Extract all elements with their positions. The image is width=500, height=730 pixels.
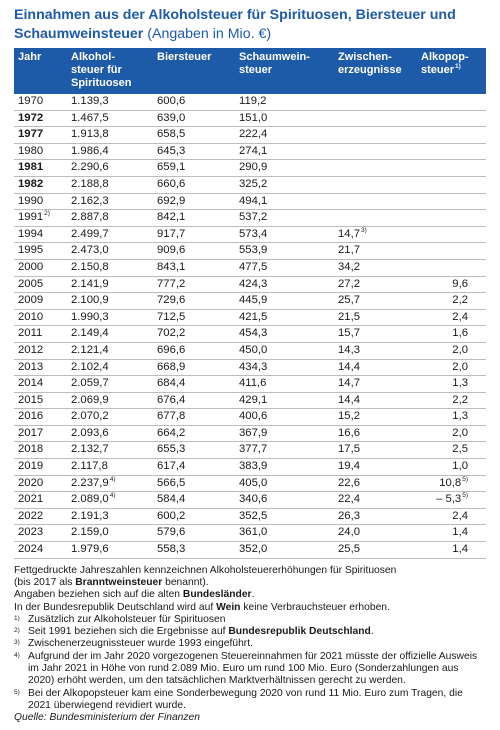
cell-year: 2015 (14, 392, 67, 409)
cell-spirits-tax: 1.979,6 (67, 542, 153, 559)
cell-sparkling-wine-tax: 151,0 (235, 110, 334, 127)
cell-intermediate-products: 15,2 (334, 409, 417, 426)
cell-year: 1990 (14, 193, 67, 210)
table-row (14, 210, 486, 227)
cell-beer-tax: 566,5 (153, 475, 235, 492)
cell-intermediate-products: 21,5 (334, 309, 417, 326)
footnote-4: 4) Aufgrund der im Jahr 2020 vorgezogenen Steuereinnahmen für 2021 müsste der offizielle Ausweis im Jahr 2021 in Höhe von rund 2.089 Mio. Euro um rund 100 Mio. Euro (Sonderzahlungen aus 2020) erhöht werden, um den tatsächlichen Marktverhältnissen gerecht zu werden. (14, 650, 478, 687)
cell-alcopop-tax: 1,3 (417, 376, 486, 393)
cell-beer-tax: 676,4 (153, 392, 235, 409)
cell-beer-tax: 639,0 (153, 110, 235, 127)
cell-beer-tax: 660,6 (153, 176, 235, 193)
cell-spirits-tax: 2.473,0 (67, 243, 153, 260)
header-alcopop-tax (417, 48, 486, 94)
cell-year: 2012 (14, 342, 67, 359)
footnote-marker: 1) (455, 63, 461, 71)
cell-intermediate-products: 34,2 (334, 259, 417, 276)
footnote-marker: 4) (109, 475, 116, 483)
cell-spirits-tax: 2.237,9$^{4)}$ (67, 475, 153, 492)
table-row (14, 492, 486, 509)
cell-year: 1970 (14, 94, 67, 110)
cell-beer-tax: 664,2 (153, 425, 235, 442)
footnote-marker: 4) (109, 492, 116, 500)
cell-beer-tax: 843,1 (153, 259, 235, 276)
cell-intermediate-products: 27,2 (334, 276, 417, 293)
header-intermediate-products (334, 48, 417, 94)
cell-year: 1982 (14, 176, 67, 193)
cell-year: 2000 (14, 259, 67, 276)
table-row (14, 442, 486, 459)
cell-year: 1994 (14, 226, 67, 243)
cell-intermediate-products (334, 110, 417, 127)
note-bold-years: Fettgedruckte Jahreszahlen kennzeichnen Alkoholsteuererhöhungen für Spirituosen (bis 2017 als Branntweinsteuer benannt). (14, 564, 397, 588)
table-row (14, 525, 486, 542)
cell-beer-tax: 729,6 (153, 293, 235, 310)
cell-spirits-tax: 2.102,4 (67, 359, 153, 376)
cell-spirits-tax: 1.986,4 (67, 143, 153, 160)
cell-beer-tax: 677,8 (153, 409, 235, 426)
cell-alcopop-tax: 2,4 (417, 508, 486, 525)
cell-beer-tax: 658,5 (153, 127, 235, 144)
cell-sparkling-wine-tax: 325,2 (235, 176, 334, 193)
cell-spirits-tax: 2.069,9 (67, 392, 153, 409)
cell-intermediate-products: 19,4 (334, 459, 417, 476)
cell-spirits-tax: 2.887,8 (67, 210, 153, 227)
cell-intermediate-products: 14,3 (334, 342, 417, 359)
cell-spirits-tax: 2.499,7 (67, 226, 153, 243)
cell-alcopop-tax (417, 176, 486, 193)
cell-spirits-tax: 2.191,3 (67, 508, 153, 525)
table-row (14, 193, 486, 210)
header-text: steuer (421, 64, 455, 76)
footnote-marker: 5) (462, 475, 468, 483)
cell-alcopop-tax: 2,4 (417, 309, 486, 326)
header-sparkling-wine-tax (235, 48, 334, 94)
footnote-marker: 5) (462, 492, 468, 500)
cell-sparkling-wine-tax: 445,9 (235, 293, 334, 310)
table-row (14, 542, 486, 559)
cell-alcopop-tax: 1,4 (417, 525, 486, 542)
cell-sparkling-wine-tax: 222,4 (235, 127, 334, 144)
header-text: Spirituosen (71, 77, 132, 89)
cell-year: 2018 (14, 442, 67, 459)
cell-sparkling-wine-tax: 290,9 (235, 160, 334, 177)
table-row (14, 94, 486, 110)
table-row (14, 326, 486, 343)
table-header-row (14, 48, 486, 94)
cell-alcopop-tax (417, 143, 486, 160)
cell-alcopop-tax: 1,0 (417, 459, 486, 476)
cell-beer-tax: 842,1 (153, 210, 235, 227)
cell-spirits-tax: 2.150,8 (67, 259, 153, 276)
cell-year: 2023 (14, 525, 67, 542)
cell-beer-tax: 645,3 (153, 143, 235, 160)
cell-beer-tax: 702,2 (153, 326, 235, 343)
cell-spirits-tax: 1.990,3 (67, 309, 153, 326)
cell-beer-tax: 712,5 (153, 309, 235, 326)
cell-year: 2017 (14, 425, 67, 442)
cell-alcopop-tax: 2,0 (417, 359, 486, 376)
cell-sparkling-wine-tax: 352,5 (235, 508, 334, 525)
cell-spirits-tax: 2.089,0$^{4)}$ (67, 492, 153, 509)
source-line: Quelle: Bundesministerium der Finanzen (14, 712, 201, 724)
cell-spirits-tax: 2.117,8 (67, 459, 153, 476)
cell-sparkling-wine-tax: 274,1 (235, 143, 334, 160)
cell-intermediate-products: 25,7 (334, 293, 417, 310)
cell-intermediate-products: 14,4 (334, 359, 417, 376)
cell-year: 2009 (14, 293, 67, 310)
cell-alcopop-tax: 2,2 (417, 392, 486, 409)
cell-year: 2014 (14, 376, 67, 393)
cell-sparkling-wine-tax: 383,9 (235, 459, 334, 476)
cell-intermediate-products: 15,7 (334, 326, 417, 343)
cell-beer-tax: 659,1 (153, 160, 235, 177)
cell-spirits-tax: 2.070,2 (67, 409, 153, 426)
title-main: Einnahmen aus der Alkoholsteuer für Spirituosen, Biersteuer und Schaumweinsteuer (14, 7, 456, 42)
cell-sparkling-wine-tax: 119,2 (235, 94, 334, 110)
cell-alcopop-tax (417, 259, 486, 276)
cell-sparkling-wine-tax: 553,9 (235, 243, 334, 260)
tax-revenue-table (14, 48, 486, 559)
table-row (14, 127, 486, 144)
cell-sparkling-wine-tax: 367,9 (235, 425, 334, 442)
cell-intermediate-products (334, 176, 417, 193)
table-body (14, 94, 486, 558)
cell-alcopop-tax: 1,6 (417, 326, 486, 343)
cell-intermediate-products (334, 94, 417, 110)
cell-beer-tax: 655,3 (153, 442, 235, 459)
note-old-states: Angaben beziehen sich auf die alten Bundesländer. (14, 589, 255, 601)
cell-intermediate-products (334, 143, 417, 160)
cell-sparkling-wine-tax: 450,0 (235, 342, 334, 359)
cell-sparkling-wine-tax: 340,6 (235, 492, 334, 509)
table-row (14, 110, 486, 127)
cell-year: 2019 (14, 459, 67, 476)
cell-sparkling-wine-tax: 424,3 (235, 276, 334, 293)
cell-intermediate-products: 17,5 (334, 442, 417, 459)
header-text: Zwischen- (338, 51, 392, 63)
cell-alcopop-tax (417, 127, 486, 144)
cell-beer-tax: 917,7 (153, 226, 235, 243)
table-row (14, 243, 486, 260)
table-row (14, 342, 486, 359)
header-text: Biersteuer (157, 51, 212, 63)
cell-year: 1981 (14, 160, 67, 177)
cell-spirits-tax: 2.121,4 (67, 342, 153, 359)
cell-sparkling-wine-tax: 421,5 (235, 309, 334, 326)
cell-alcopop-tax (417, 226, 486, 243)
header-text: Jahr (18, 51, 42, 63)
header-text: Alkohol- (71, 51, 115, 63)
cell-sparkling-wine-tax: 434,3 (235, 359, 334, 376)
cell-alcopop-tax (417, 193, 486, 210)
cell-sparkling-wine-tax: 411,6 (235, 376, 334, 393)
cell-intermediate-products (334, 127, 417, 144)
notes-section (14, 565, 486, 725)
cell-year: 1995 (14, 243, 67, 260)
cell-beer-tax: 777,2 (153, 276, 235, 293)
cell-intermediate-products: 14,4 (334, 392, 417, 409)
footnote-5: 5) Bei der Alkopopsteuer kam eine Sonderbewegung 2020 von rund 11 Mio. Euro zum Tragen, die 2021 überwiegend revidiert wurde. (14, 687, 463, 711)
cell-alcopop-tax: 9,6 (417, 276, 486, 293)
cell-intermediate-products: 24,0 (334, 525, 417, 542)
cell-alcopop-tax (417, 160, 486, 177)
cell-alcopop-tax: 1,4 (417, 542, 486, 559)
cell-intermediate-products (334, 210, 417, 227)
table-row (14, 376, 486, 393)
header-text: steuer für (71, 64, 122, 76)
cell-year: 2022 (14, 508, 67, 525)
table-row (14, 392, 486, 409)
cell-spirits-tax: 2.159,0 (67, 525, 153, 542)
page-title (14, 0, 486, 44)
cell-spirits-tax: 1.467,5 (67, 110, 153, 127)
header-text: steuer (239, 64, 273, 76)
cell-spirits-tax: 2.132,7 (67, 442, 153, 459)
cell-sparkling-wine-tax: 361,0 (235, 525, 334, 542)
table-row (14, 276, 486, 293)
cell-beer-tax: 684,4 (153, 376, 235, 393)
table-row (14, 459, 486, 476)
cell-beer-tax: 558,3 (153, 542, 235, 559)
cell-alcopop-tax: 1,3 (417, 409, 486, 426)
cell-sparkling-wine-tax: 573,4 (235, 226, 334, 243)
cell-year: 2016 (14, 409, 67, 426)
cell-beer-tax: 696,6 (153, 342, 235, 359)
cell-beer-tax: 617,4 (153, 459, 235, 476)
cell-intermediate-products: 16,6 (334, 425, 417, 442)
cell-year: 2011 (14, 326, 67, 343)
header-text: erzeugnisse (338, 64, 402, 76)
cell-beer-tax: 584,4 (153, 492, 235, 509)
cell-year: 1991$^{2)}$ (14, 210, 67, 227)
table-row (14, 160, 486, 177)
cell-year: 2013 (14, 359, 67, 376)
cell-spirits-tax: 2.093,6 (67, 425, 153, 442)
table-row (14, 143, 486, 160)
table-row (14, 475, 486, 492)
cell-beer-tax: 909,6 (153, 243, 235, 260)
table-row (14, 259, 486, 276)
cell-year: 2020 (14, 475, 67, 492)
cell-alcopop-tax (417, 243, 486, 260)
cell-beer-tax: 692,9 (153, 193, 235, 210)
footnote-marker: 2) (44, 210, 50, 218)
cell-spirits-tax: 1.139,3 (67, 94, 153, 110)
footnote-2: 2) Seit 1991 beziehen sich die Ergebnisse auf Bundesrepublik Deutschland. (14, 626, 374, 638)
cell-alcopop-tax (417, 110, 486, 127)
note-wine: In der Bundesrepublik Deutschland wird auf Wein keine Verbrauchsteuer erhoben. (14, 601, 390, 613)
table-row (14, 293, 486, 310)
cell-alcopop-tax: – 5,3$^{5)}$ (417, 492, 486, 509)
cell-sparkling-wine-tax: 405,0 (235, 475, 334, 492)
cell-intermediate-products: 21,7 (334, 243, 417, 260)
cell-beer-tax: 600,2 (153, 508, 235, 525)
table-row (14, 425, 486, 442)
table-row (14, 226, 486, 243)
cell-spirits-tax: 1.913,8 (67, 127, 153, 144)
cell-alcopop-tax: 2,5 (417, 442, 486, 459)
cell-alcopop-tax (417, 94, 486, 110)
cell-spirits-tax: 2.141,9 (67, 276, 153, 293)
cell-spirits-tax: 2.162,3 (67, 193, 153, 210)
cell-beer-tax: 668,9 (153, 359, 235, 376)
table-row (14, 508, 486, 525)
cell-alcopop-tax: 2,2 (417, 293, 486, 310)
cell-beer-tax: 579,6 (153, 525, 235, 542)
cell-intermediate-products: 22,6 (334, 475, 417, 492)
cell-beer-tax: 600,6 (153, 94, 235, 110)
table-row (14, 359, 486, 376)
cell-intermediate-products: 14,7$^{3)}$ (334, 226, 417, 243)
cell-year: 1972 (14, 110, 67, 127)
header-text: Schaumwein- (239, 51, 310, 63)
footnote-1: 1) Zusätzlich zur Alkoholsteuer für Spirituosen (14, 613, 226, 625)
cell-spirits-tax: 2.149,4 (67, 326, 153, 343)
cell-year: 1980 (14, 143, 67, 160)
cell-sparkling-wine-tax: 429,1 (235, 392, 334, 409)
cell-sparkling-wine-tax: 454,3 (235, 326, 334, 343)
cell-year: 2021 (14, 492, 67, 509)
cell-intermediate-products (334, 160, 417, 177)
footnote-marker: 3) (361, 226, 367, 234)
cell-spirits-tax: 2.100,9 (67, 293, 153, 310)
header-year (14, 48, 67, 94)
cell-alcopop-tax: 2,0 (417, 342, 486, 359)
title-unit: (Angaben in Mio. €) (147, 26, 272, 42)
cell-intermediate-products: 26,3 (334, 508, 417, 525)
cell-intermediate-products: 14,7 (334, 376, 417, 393)
table-row (14, 176, 486, 193)
cell-intermediate-products (334, 193, 417, 210)
cell-year: 2024 (14, 542, 67, 559)
cell-intermediate-products: 25,5 (334, 542, 417, 559)
cell-spirits-tax: 2.290,6 (67, 160, 153, 177)
footnote-3: 3) Zwischenerzeugnissteuer wurde 1993 eingeführt. (14, 638, 253, 650)
cell-sparkling-wine-tax: 537,2 (235, 210, 334, 227)
cell-alcopop-tax: 10,8$^{5)}$ (417, 475, 486, 492)
cell-alcopop-tax (417, 210, 486, 227)
cell-spirits-tax: 2.059,7 (67, 376, 153, 393)
cell-sparkling-wine-tax: 377,7 (235, 442, 334, 459)
cell-sparkling-wine-tax: 352,0 (235, 542, 334, 559)
cell-intermediate-products: 22,4 (334, 492, 417, 509)
cell-spirits-tax: 2.188,8 (67, 176, 153, 193)
cell-year: 2005 (14, 276, 67, 293)
cell-sparkling-wine-tax: 477,5 (235, 259, 334, 276)
header-spirits-tax (67, 48, 153, 94)
header-beer-tax (153, 48, 235, 94)
cell-sparkling-wine-tax: 494,1 (235, 193, 334, 210)
table-row (14, 409, 486, 426)
cell-alcopop-tax: 2,0 (417, 425, 486, 442)
header-text: Alkopop- (421, 51, 469, 63)
table-row (14, 309, 486, 326)
cell-year: 2010 (14, 309, 67, 326)
cell-year: 1977 (14, 127, 67, 144)
cell-sparkling-wine-tax: 400,6 (235, 409, 334, 426)
